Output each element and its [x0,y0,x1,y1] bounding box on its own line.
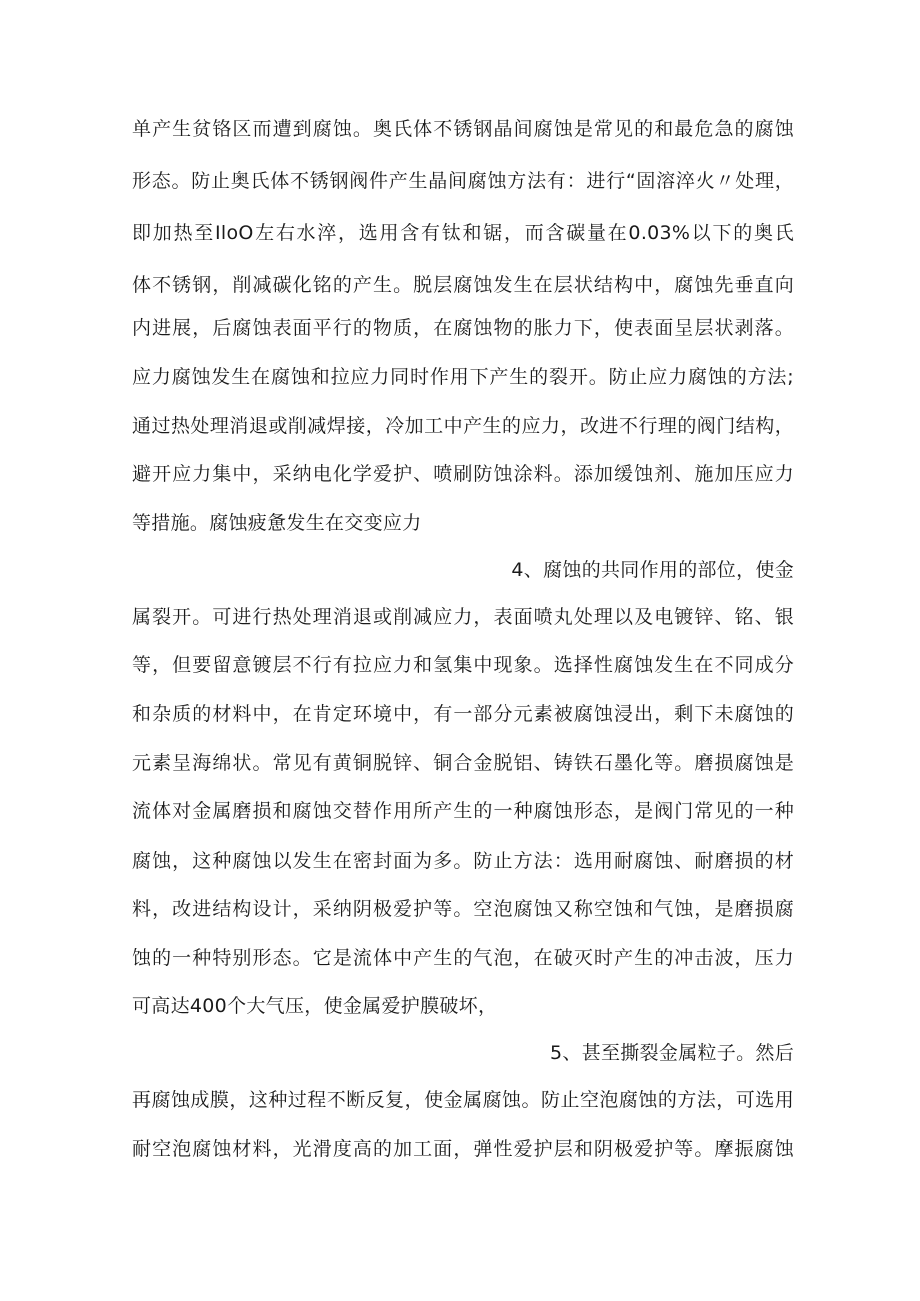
paragraph-2-line-6: 腐蚀，这种腐蚀以发生在密封面为多。防止方法：选用耐腐蚀、耐磨损的材 [132,850,794,872]
paragraph-2-line-4: 元素呈海绵状。常见有黄铜脱锌、铜合金脱铝、铸铁石墨化等。磨损腐蚀是 [132,752,794,774]
paragraph-2-line-5: 流体对金属磨损和腐蚀交替作用所产生的一种腐蚀形态，是阀门常见的一种 [132,800,794,822]
paragraph-2-line-3: 和杂质的材料中，在肯定环境中，有一部分元素被腐蚀浸出，剩下未腐蚀的 [132,703,794,725]
paragraph-1-line-8: 避开应力集中，采纳电化学爱护、喷刷防蚀涂料。添加缓蚀剂、施加压应力 [132,463,794,485]
paragraph-3-line-1: 再腐蚀成膜，这种过程不断反复，使金属腐蚀。防止空泡腐蚀的方法，可选用 [132,1089,794,1111]
paragraph-3-heading: 5、甚至撕裂金属粒子。然后 [550,1042,794,1064]
paragraph-1-line-3: 即加热至IloO左右水淬，选用含有钛和锯，而含碳量在0.03%以下的奥氏 [132,222,794,244]
paragraph-2-line-1: 属裂开。可进行热处理消退或削减应力，表面喷丸处理以及电镀锌、铭、银 [132,606,794,628]
paragraph-3-line-2: 耐空泡腐蚀材料，光滑度高的加工面，弹性爱护层和阴极爱护等。摩振腐蚀 [132,1138,794,1160]
paragraph-2-heading: 4、腐蚀的共同作用的部位，使金 [511,559,794,581]
paragraph-2-line-9: 可高达400个大气压，使金属爱护膜破坏， [132,995,498,1017]
paragraph-1-line-4: 体不锈钢，削减碳化铭的产生。脱层腐蚀发生在层状结构中，腐蚀先垂直向 [132,274,794,296]
paragraph-1-line-7: 通过热处理消退或削减焊接，冷加工中产生的应力，改进不行理的阀门结构， [132,415,794,437]
paragraph-2-line-7: 料，改进结构设计，采纳阴极爱护等。空泡腐蚀又称空蚀和气蚀，是磨损腐 [132,898,794,920]
paragraph-1-line-5: 内进展，后腐蚀表面平行的物质，在腐蚀物的胀力下，使表面呈层状剥落。 [132,317,794,339]
paragraph-2-line-2: 等，但要留意镀层不行有拉应力和氢集中现象。选择性腐蚀发生在不同成分 [132,654,794,676]
paragraph-2-line-8: 蚀的一种特别形态。它是流体中产生的气泡，在破灭时产生的冲击波，压力 [132,947,794,969]
paragraph-1-line-6: 应力腐蚀发生在腐蚀和拉应力同时作用下产生的裂开。防止应力腐蚀的方法; [132,366,794,388]
paragraph-1-line-2: 形态。防止奥氏体不锈钢阀件产生晶间腐蚀方法有：进行“固溶淬火〃处理， [132,170,794,192]
paragraph-1-line-9: 等措施。腐蚀疲惫发生在交变应力 [132,512,422,534]
paragraph-1-line-1: 单产生贫铬区而遭到腐蚀。奥氏体不锈钢晶间腐蚀是常见的和最危急的腐蚀 [132,118,794,140]
